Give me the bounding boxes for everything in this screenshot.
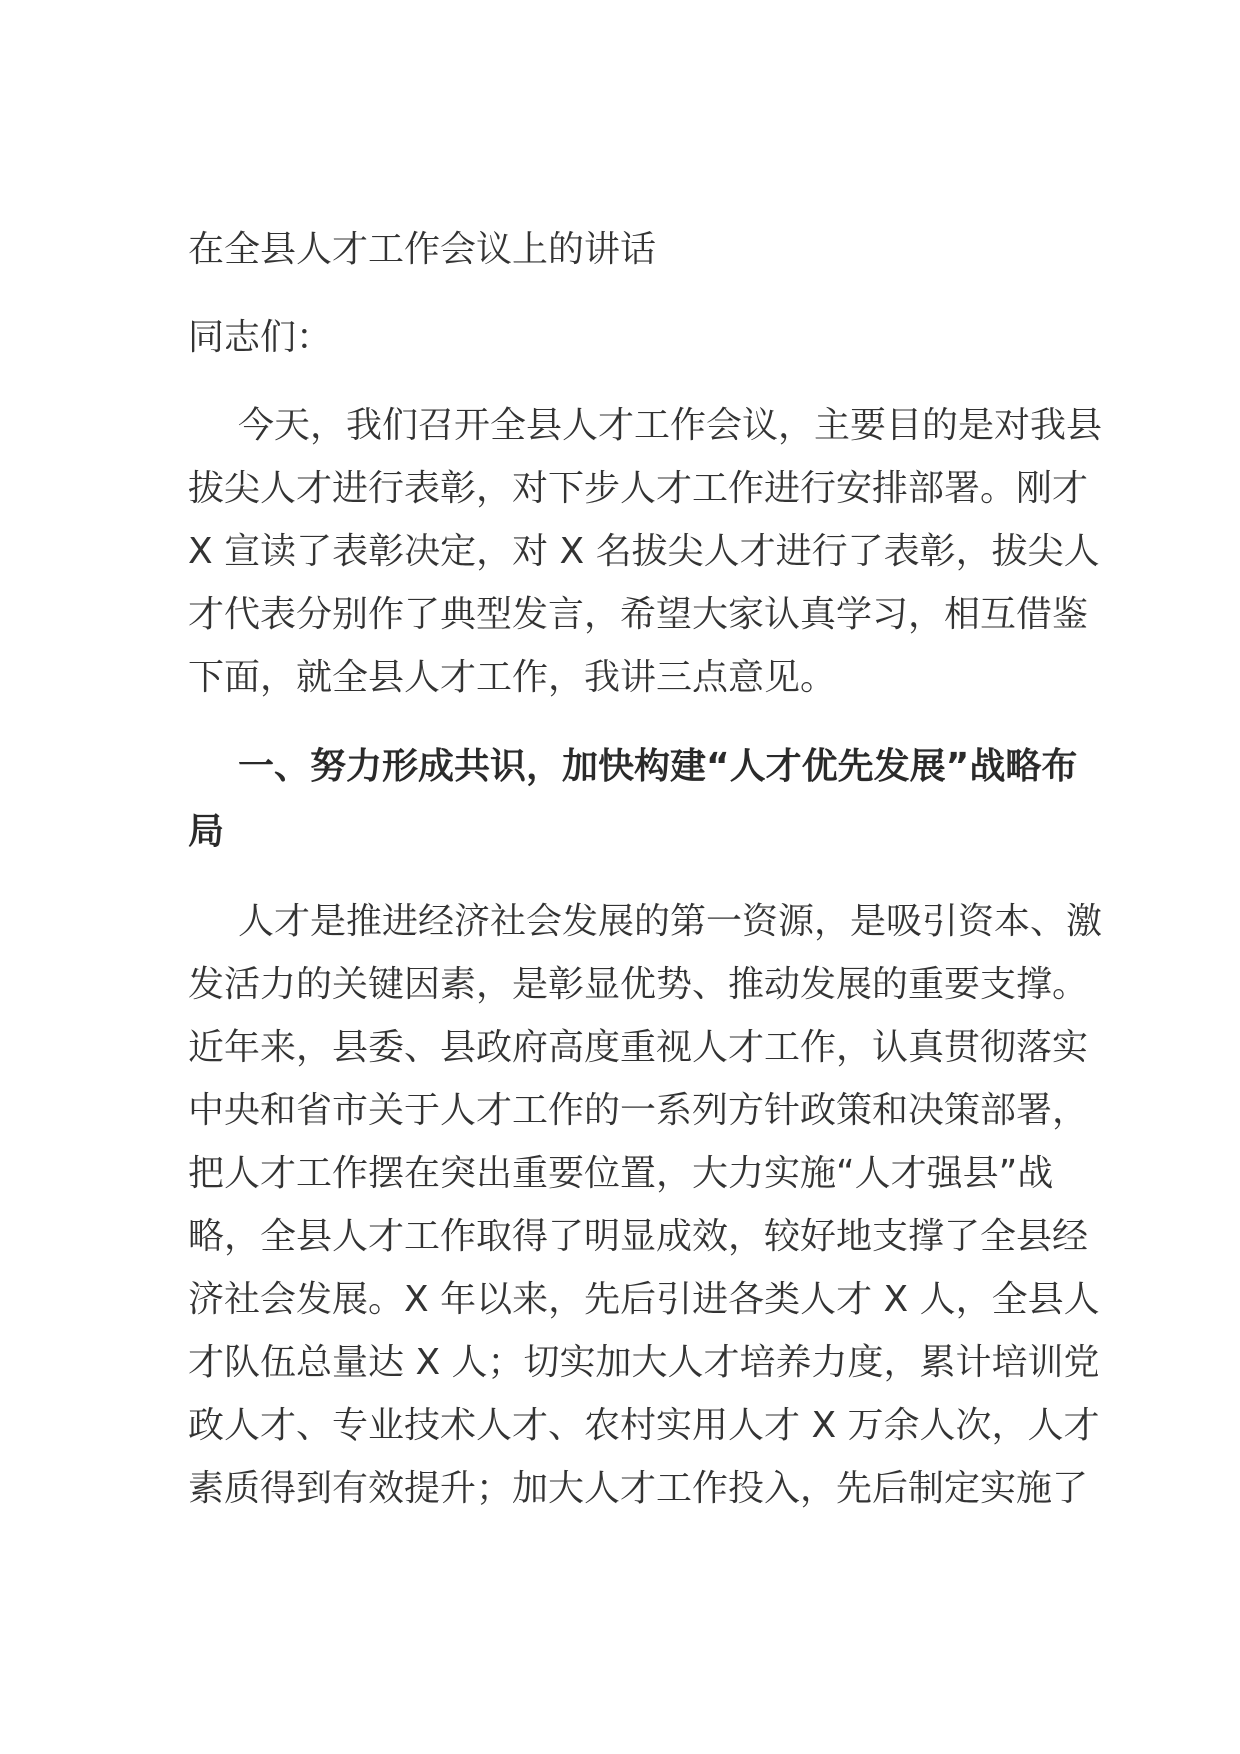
paragraph-line: 才队伍总量达 X 人；切实加大人才培养力度，累计培训党 xyxy=(188,1342,1100,1383)
paragraph-line: 人才是推进经济社会发展的第一资源，是吸引资本、激 xyxy=(238,901,1103,942)
paragraph-line: 拔尖人才进行表彰，对下步人才工作进行安排部署。刚才 xyxy=(188,468,1089,509)
paragraph-line: 把人才工作摆在突出重要位置，大力实施“人才强县”战 xyxy=(188,1153,1054,1194)
paragraph-line: 才代表分别作了典型发言，希望大家认真学习，相互借鉴 xyxy=(188,594,1089,635)
section-heading-line: 局 xyxy=(188,811,225,852)
paragraph-line: 略，全县人才工作取得了明显成效，较好地支撑了全县经 xyxy=(188,1216,1089,1257)
section-heading-line: 一、努力形成共识，加快构建“人才优先发展”战略布 xyxy=(238,746,1078,787)
paragraph-line: X 宣读了表彰决定，对 X 名拔尖人才进行了表彰，拔尖人 xyxy=(188,531,1100,572)
paragraph-line: 素质得到有效提升；加大人才工作投入，先后制定实施了 xyxy=(188,1468,1089,1509)
paragraph-line: 政人才、专业技术人才、农村实用人才 X 万余人次，人才 xyxy=(188,1405,1100,1446)
paragraph-line: 中央和省市关于人才工作的一系列方针政策和决策部署， xyxy=(188,1090,1089,1131)
paragraph-line: 发活力的关键因素，是彰显优势、推动发展的重要支撑。 xyxy=(188,964,1089,1005)
paragraph-line: 济社会发展。X 年以来，先后引进各类人才 X 人，全县人 xyxy=(188,1279,1100,1320)
paragraph-line: 今天，我们召开全县人才工作会议，主要目的是对我县 xyxy=(238,405,1103,446)
document-title: 在全县人才工作会议上的讲话 xyxy=(188,229,657,270)
paragraph-line: 近年来，县委、县政府高度重视人才工作，认真贯彻落实 xyxy=(188,1027,1089,1068)
paragraph-line: 下面，就全县人才工作，我讲三点意见。 xyxy=(188,657,837,698)
salutation: 同志们： xyxy=(188,317,333,358)
